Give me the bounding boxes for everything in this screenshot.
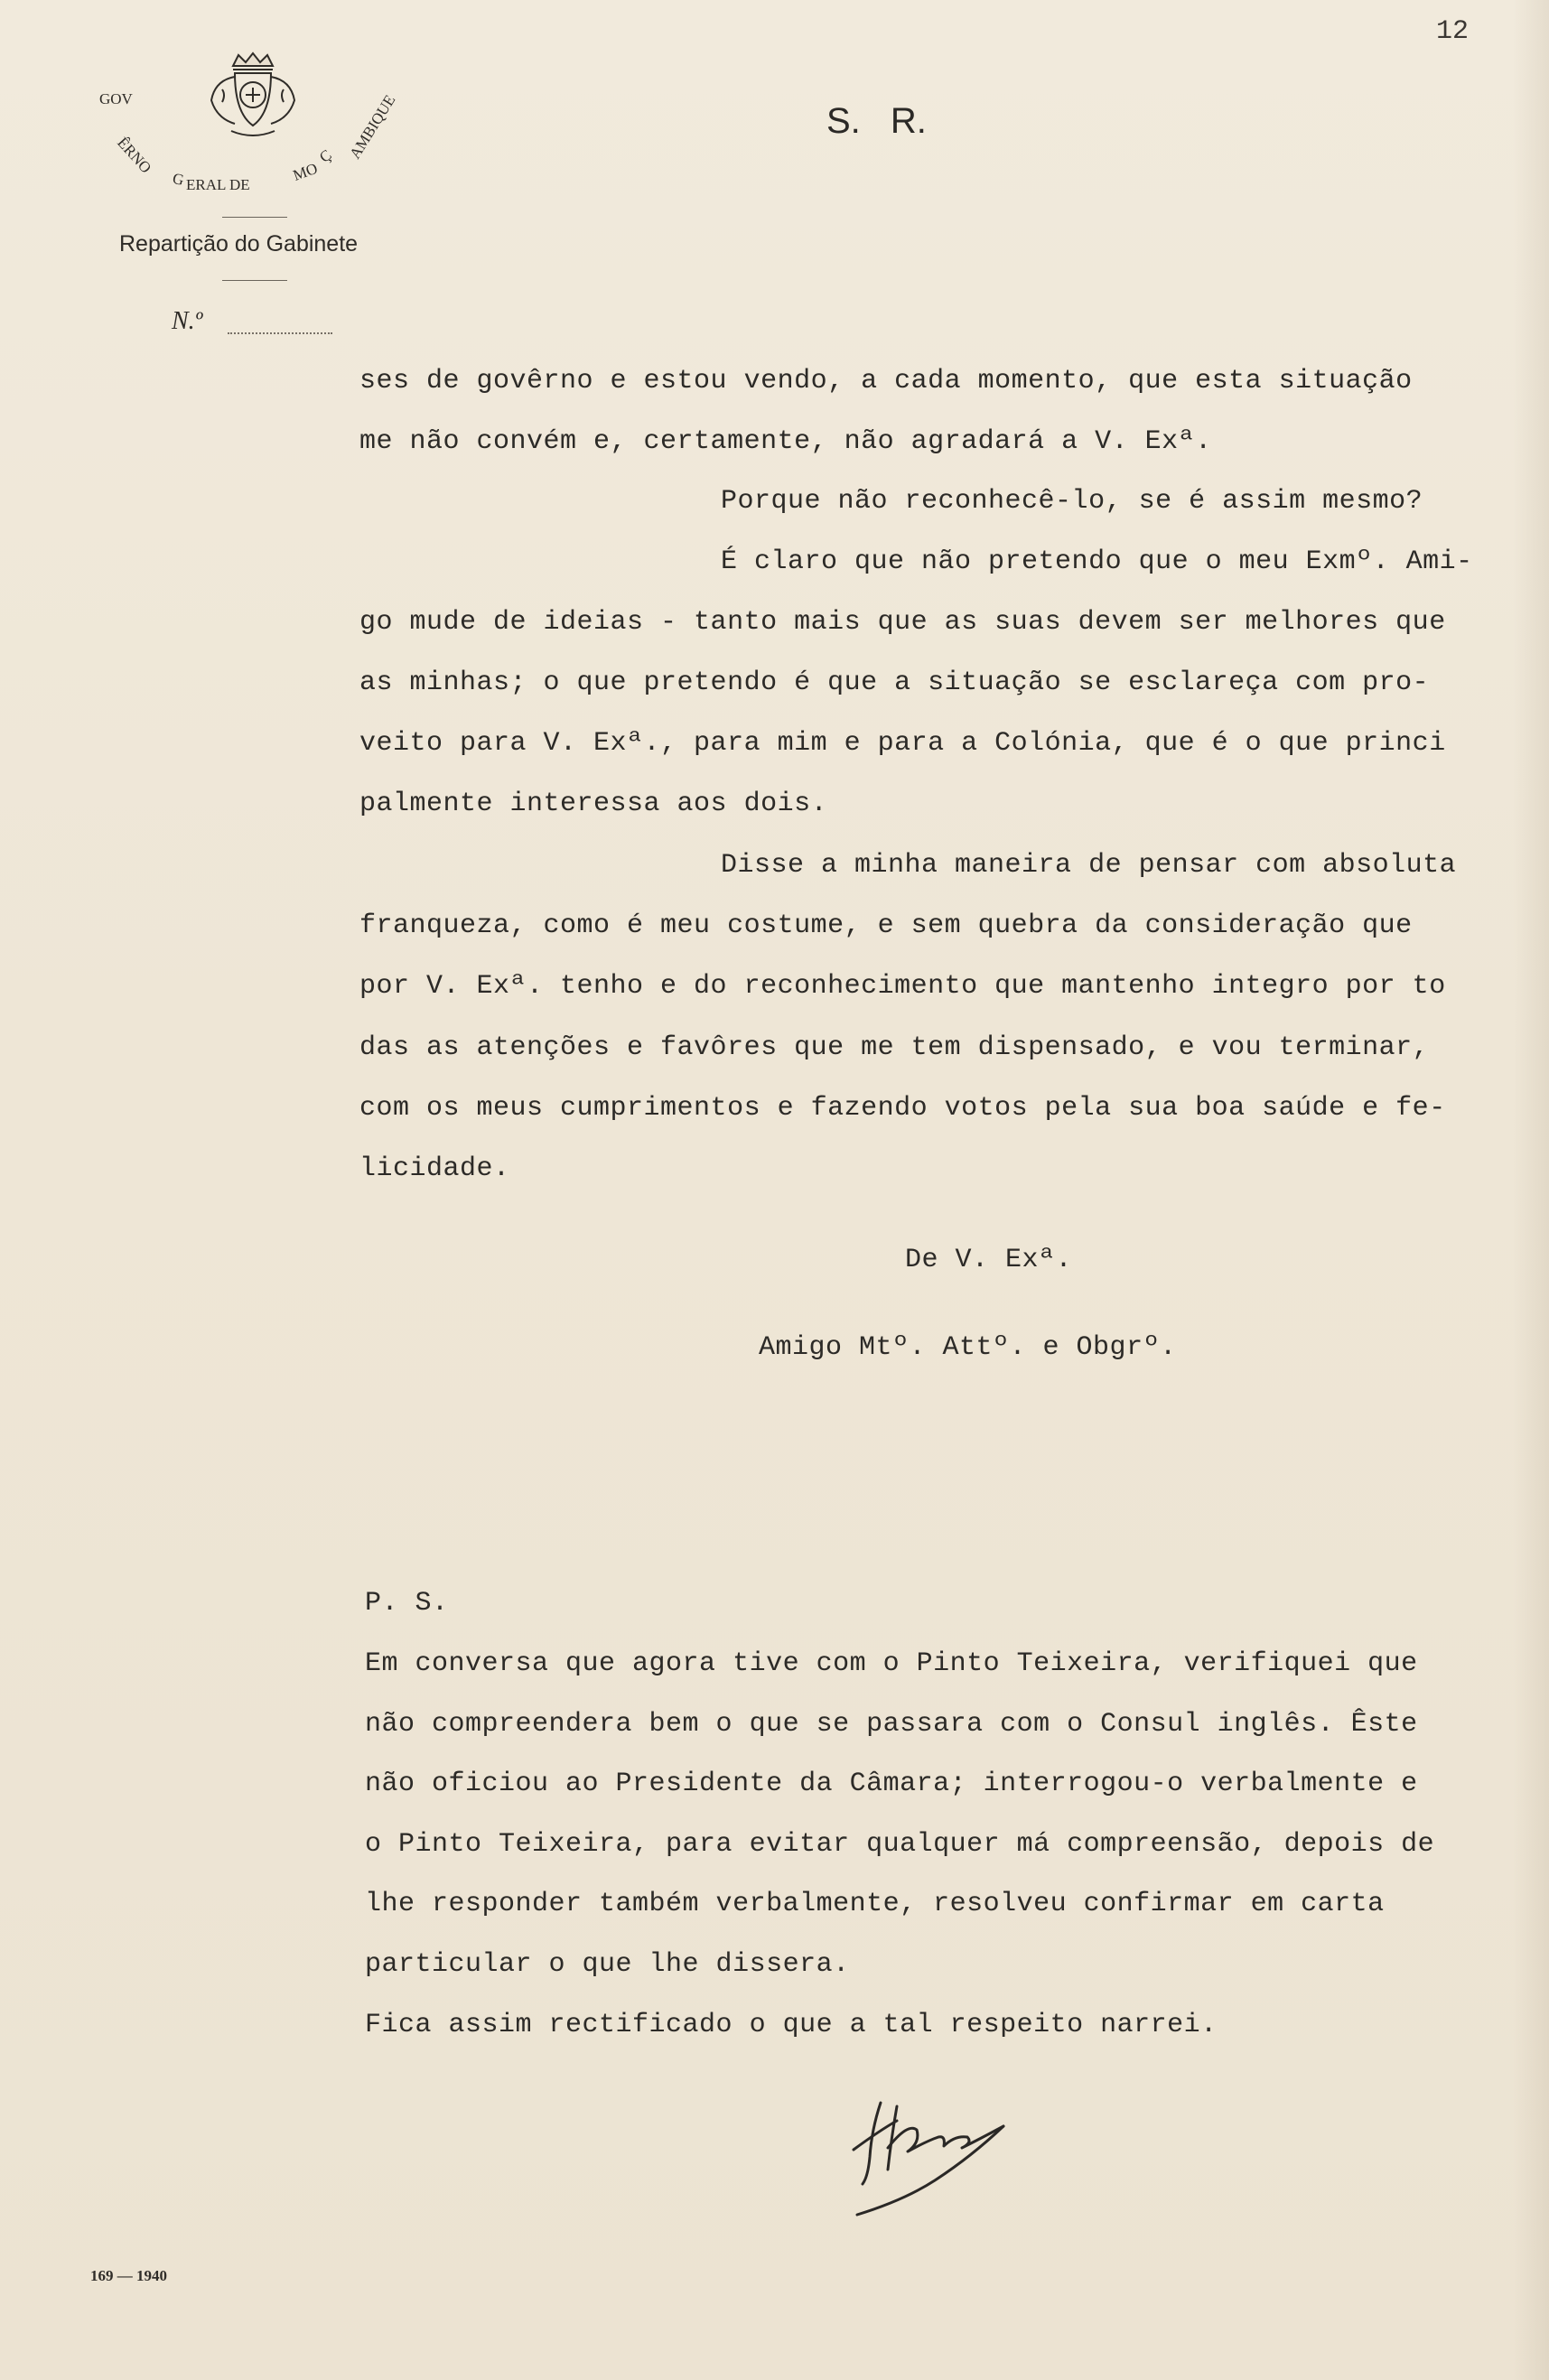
body-line: as minhas; o que pretendo é que a situação se esclareça com pro- [359, 667, 1430, 698]
svg-text:ERAL DE [186, 176, 250, 193]
postscript-line: particular o que lhe dissera. [365, 1949, 850, 1980]
body-line: veito para V. Exª., para mim e para a Colónia, que é o que princi [359, 728, 1446, 759]
divider-rule-top [222, 217, 287, 218]
letter-header-title: S. R. [826, 101, 927, 141]
svg-text:Ç [316, 146, 335, 166]
reference-number-dotted-line [228, 332, 332, 334]
closing-salutation: De V. Exª. [905, 1245, 1073, 1275]
letterhead-emblem [81, 50, 425, 230]
postscript-label: P. S. [365, 1588, 449, 1619]
body-line: Porque não reconhecê-lo, se é assim mesmo? [721, 486, 1423, 517]
arc-text-part-3: G [171, 169, 186, 189]
postscript-line: não compreendera bem o que se passara com o Consul inglês. Êste [365, 1709, 1418, 1740]
svg-text:AMBIQUE [346, 92, 398, 162]
body-line: me não convém e, certamente, não agradará a V. Exª. [359, 426, 1212, 457]
arc-text-part-2: ÊRNO [114, 134, 155, 177]
body-line: Disse a minha maneira de pensar com absoluta [721, 850, 1457, 881]
arc-text-part-5: MO [290, 159, 321, 184]
postscript-line: não oficiou ao Presidente da Câmara; interrogou-o verbalmente e [365, 1769, 1418, 1799]
body-line: ses de govêrno e estou vendo, a cada momento, que esta situação [359, 366, 1413, 397]
coat-of-arms-icon [199, 50, 307, 149]
svg-text:MO [291, 160, 320, 184]
body-line: licidade. [359, 1153, 510, 1184]
arc-text-part-6: Ç [316, 145, 335, 166]
body-line: go mude de ideias - tanto mais que as suas devem ser melhores que [359, 607, 1446, 638]
department-name: Repartição do Gabinete [119, 231, 359, 257]
paper-edge-shadow [1513, 0, 1549, 2380]
body-line: franqueza, como é meu costume, e sem quebra da consideração que [359, 910, 1413, 941]
arc-text-part-4: ERAL DE [186, 176, 250, 193]
svg-text:GOV [99, 90, 134, 107]
reference-number-label: N.º [172, 307, 203, 335]
svg-text:ÊRNO [114, 134, 154, 176]
handwritten-signature-icon [844, 2094, 1079, 2220]
closing-formula: Amigo Mtº. Attº. e Obgrº. [759, 1332, 1177, 1363]
body-line: por V. Exª. tenho e do reconhecimento que mantenho integro por to [359, 971, 1446, 1002]
postscript-line: lhe responder também verbalmente, resolveu confirmar em carta [365, 1889, 1385, 1919]
body-line: palmente interessa aos dois. [359, 789, 828, 819]
svg-text:G [171, 170, 185, 189]
postscript-line: Fica assim rectificado o que a tal respeito narrei. [365, 2010, 1218, 2040]
body-line: É claro que não pretendo que o meu Exmº. Ami- [721, 546, 1473, 577]
arc-text-part-7: AMBIQUE [346, 91, 399, 163]
postscript-line: Em conversa que agora tive com o Pinto Teixeira, verifiquei que [365, 1648, 1418, 1679]
arc-text-part-1: GOV [99, 90, 133, 107]
postscript-line: o Pinto Teixeira, para evitar qualquer má compreensão, depois de [365, 1829, 1435, 1860]
body-line: com os meus cumprimentos e fazendo votos pela sua boa saúde e fe- [359, 1093, 1446, 1124]
body-line: das as atenções e favôres que me tem dispensado, e vou terminar, [359, 1032, 1430, 1063]
divider-rule-bottom [222, 280, 287, 281]
print-code: 169 — 1940 [90, 2267, 167, 2284]
page-number: 12 [1436, 16, 1470, 47]
